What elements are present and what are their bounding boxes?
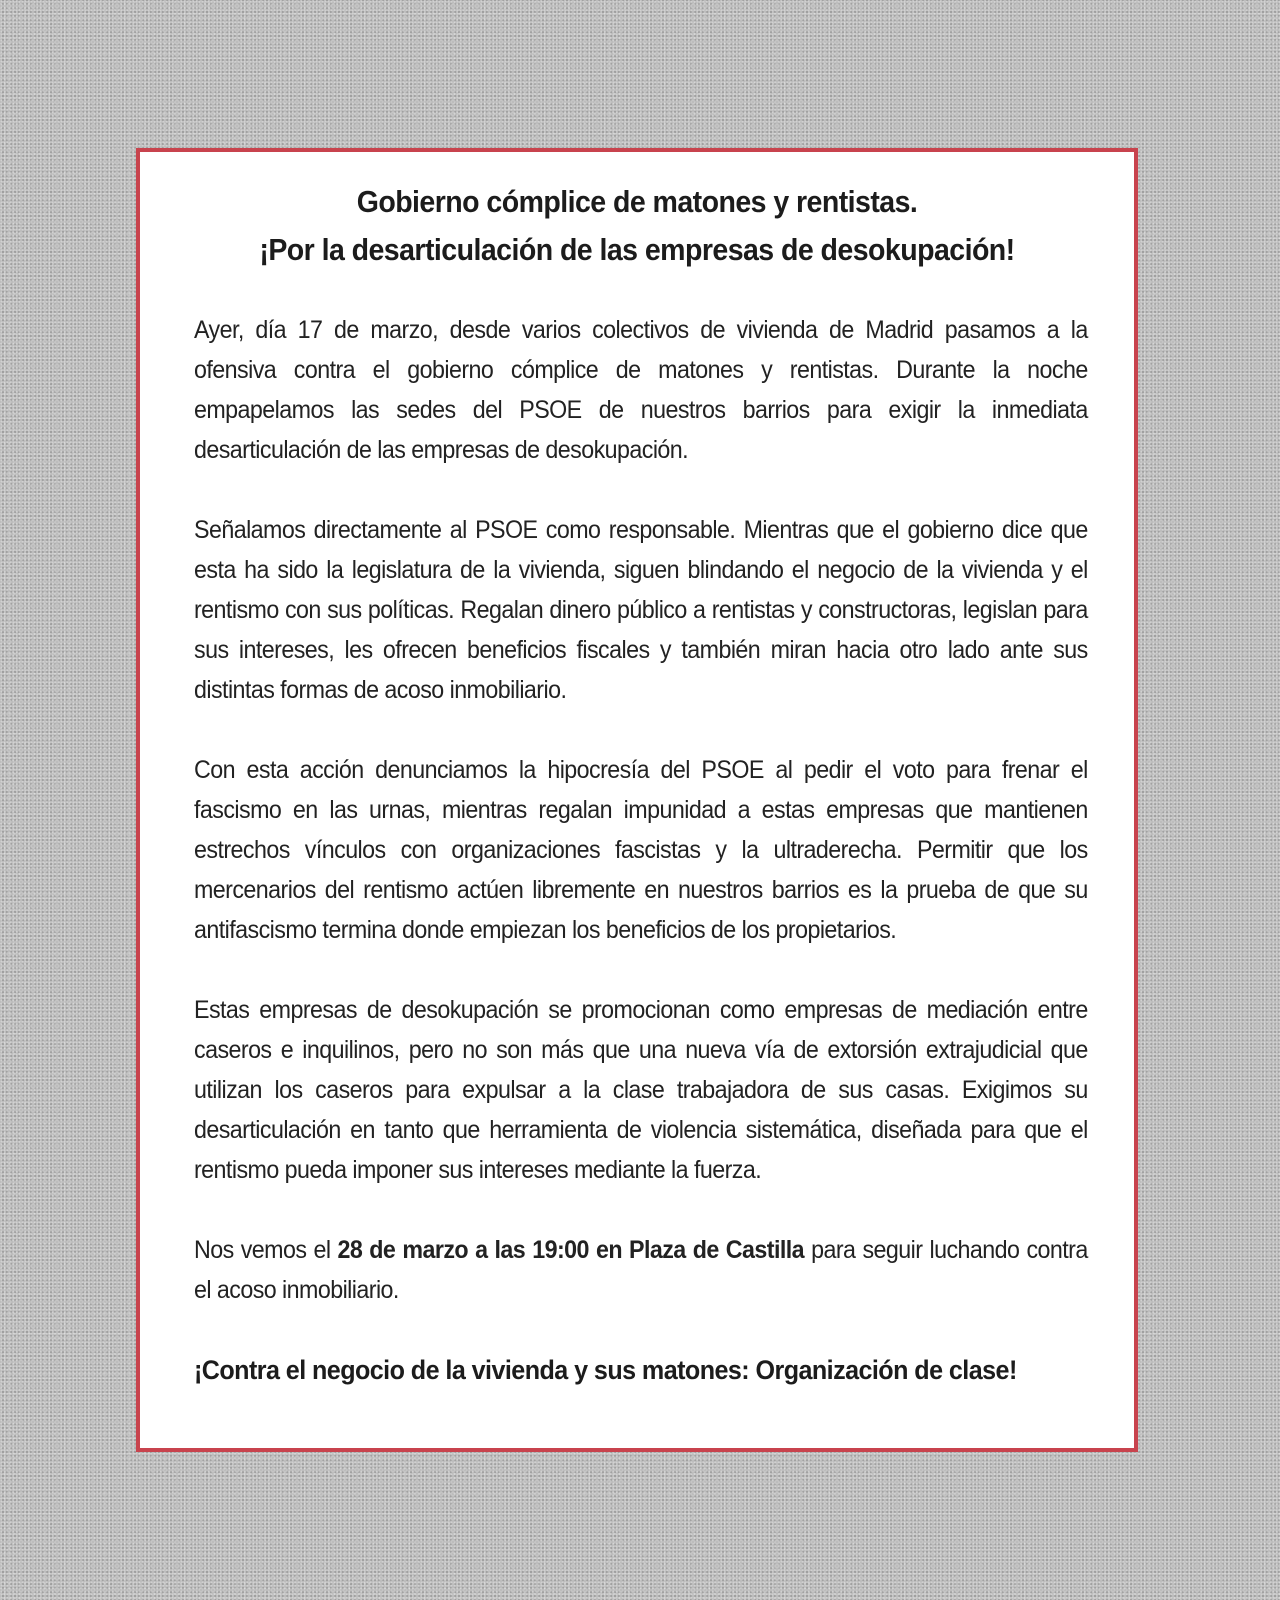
- headline-line-2: ¡Por la desarticulación de las empresas de desokupación!: [259, 232, 1015, 267]
- closing-slogan: ¡Contra el negocio de la vivienda y sus matones: Organización de clase!: [194, 1355, 1017, 1385]
- statement-body: [194, 310, 1088, 1390]
- statement-card: [136, 148, 1138, 1452]
- paragraph-companies: Estas empresas de desokupación se promocionan como empresas de mediación entre caseros e inquilinos, pero no son más que una nueva vía de extorsión extrajudicial que utilizan los caseros para expulsar a la clase trabajadora de sus casas. Exigimos su desarticulación en tanto que herramienta de violencia sistemática, diseñada para que el rentismo pueda imponer sus intereses mediante la fuerza.: [194, 996, 1088, 1184]
- statement-headline: [229, 178, 1044, 274]
- headline-line-1: Gobierno cómplice de matones y rentistas.: [356, 184, 918, 219]
- event-prefix: Nos vemos el: [194, 1236, 338, 1264]
- paragraph-responsibility: Señalamos directamente al PSOE como responsable. Mientras que el gobierno dice que esta ha sido la legislatura de la vivienda, siguen blindando el negocio de la vivienda y el rentismo con sus políticas. Regalan dinero público a rentistas y constructoras, legislan para sus intereses, les ofrecen beneficios fiscales y también miran hacia otro lado ante sus distintas formas de acoso inmobiliario.: [194, 516, 1088, 704]
- event-suffix: para seguir luchando contra el acoso inmobiliario.: [194, 1236, 1088, 1304]
- paragraph-hypocrisy: Con esta acción denunciamos la hipocresía del PSOE al pedir el voto para frenar el fascismo en las urnas, mientras regalan impunidad a estas empresas que mantienen estrechos vínculos con organizaciones fascistas y la ultraderecha. Permitir que los mercenarios del rentismo actúen libremente en nuestros barrios es la prueba de que su antifascismo termina donde empiezan los beneficios de los propietarios.: [194, 756, 1088, 944]
- paragraph-event: [194, 1230, 1088, 1310]
- paragraph-action: Ayer, día 17 de marzo, desde varios colectivos de vivienda de Madrid pasamos a la ofensiva contra el gobierno cómplice de matones y rentistas. Durante la noche empapelamos las sedes del PSOE de nuestros barrios para exigir la inmediata desarticulación de las empresas de desokupación.: [194, 316, 1088, 464]
- event-date-place: 28 de marzo a las 19:00 en Plaza de Castilla: [337, 1236, 805, 1264]
